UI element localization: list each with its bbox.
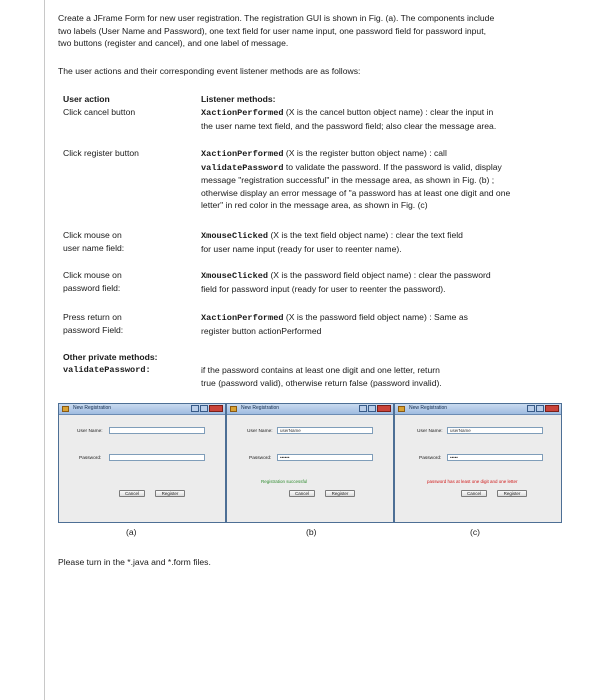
figure-a-window	[58, 403, 226, 523]
window-title: New Registration	[241, 405, 280, 411]
action-mouse-username	[63, 229, 193, 254]
method-name: XmouseClicked	[201, 231, 269, 241]
private-title: Other private methods:	[63, 352, 158, 362]
method-desc: the user name text field, and the password field; also clear the message area.	[201, 120, 497, 131]
action-return-password	[63, 311, 193, 336]
method-desc: field for password input (ready for user to reenter the password).	[201, 283, 446, 294]
action-text: password Field:	[63, 324, 124, 335]
events-intro: The user actions and their corresponding event listener methods are as follows:	[58, 66, 361, 76]
register-button[interactable]: Register	[325, 490, 355, 497]
cancel-button[interactable]: Cancel	[289, 490, 315, 497]
intro-line: two buttons (register and cancel), and one label of message.	[58, 38, 289, 49]
private-methods-desc	[201, 364, 576, 389]
window-title: New Registration	[73, 405, 112, 411]
action-register	[63, 147, 193, 160]
method-desc: otherwise display an error message of "a password has at least one digit and one	[201, 187, 511, 198]
password-label: Password:	[419, 456, 442, 461]
private-desc: true (password valid), otherwise return false (password invalid).	[201, 377, 442, 388]
title-bar	[227, 404, 393, 415]
username-field[interactable]: userName	[447, 427, 543, 434]
java-cup-icon	[62, 406, 69, 412]
action-text: Click mouse on	[63, 270, 122, 280]
method-desc: (X is the password field object name) : clear the password	[270, 270, 491, 280]
method-desc: (X is the cancel button object name) : clear the input in	[285, 107, 494, 117]
action-text: password field:	[63, 282, 121, 293]
password-field[interactable]	[109, 454, 205, 461]
caption-a: (a)	[126, 527, 137, 537]
password-field[interactable]: ••••••	[277, 454, 373, 461]
listener-methods-header: Listener methods:	[201, 94, 276, 104]
close-icon[interactable]	[377, 405, 391, 412]
register-button[interactable]: Register	[155, 490, 185, 497]
figure-c-window	[394, 403, 562, 523]
maximize-icon[interactable]	[368, 405, 376, 412]
figure-b-window	[226, 403, 394, 523]
private-methods-label	[63, 351, 203, 376]
close-icon[interactable]	[209, 405, 223, 412]
action-text: Click register button	[63, 148, 139, 158]
close-icon[interactable]	[545, 405, 559, 412]
method-mouse-password	[201, 269, 576, 295]
java-cup-icon	[230, 406, 237, 412]
method-name: XactionPerformed	[201, 108, 284, 118]
method-desc: message "registration successful" in the message area, as shown in Fig. (b) ;	[201, 175, 495, 186]
message-label: Registration successful	[261, 479, 308, 484]
method-desc: register button actionPerformed	[201, 325, 322, 336]
method-name: XactionPerformed	[201, 149, 284, 159]
method-mouse-username	[201, 229, 576, 255]
register-button[interactable]: Register	[497, 490, 527, 497]
username-label: User Name:	[247, 429, 273, 434]
method-desc: (X is the text field object name) : clear the text field	[270, 230, 463, 240]
cancel-button[interactable]: Cancel	[119, 490, 145, 497]
method-desc: for user name input (ready for user to reenter name).	[201, 243, 402, 254]
caption-c: (c)	[470, 527, 481, 537]
method-desc: (X is the register button object name) : call	[285, 148, 447, 158]
maximize-icon[interactable]	[200, 405, 208, 412]
title-bar	[395, 404, 561, 415]
title-bar	[59, 404, 225, 415]
message-label: password has at least one digit and one letter	[427, 479, 518, 484]
method-name: validatePassword	[201, 162, 284, 173]
username-label: User Name:	[77, 429, 103, 434]
password-field[interactable]: •••••	[447, 454, 543, 461]
window-title: New Registration	[409, 405, 448, 411]
caption-b: (b)	[306, 527, 317, 537]
intro-paragraph	[58, 12, 578, 50]
password-label: Password:	[79, 456, 102, 461]
minimize-icon[interactable]	[527, 405, 535, 412]
footer-note: Please turn in the *.java and *.form files.	[58, 557, 211, 567]
private-method-name: validatePassword:	[63, 364, 151, 375]
username-field[interactable]	[109, 427, 205, 434]
cancel-button[interactable]: Cancel	[461, 490, 487, 497]
maximize-icon[interactable]	[536, 405, 544, 412]
java-cup-icon	[398, 406, 405, 412]
action-text: Press return on	[63, 312, 122, 322]
username-field[interactable]: userName	[277, 427, 373, 434]
method-name: XmouseClicked	[201, 271, 269, 281]
method-return-password	[201, 311, 576, 337]
minimize-icon[interactable]	[191, 405, 199, 412]
action-cancel	[63, 106, 193, 119]
method-desc: letter" in red color in the message area, as shown in Fig. (c)	[201, 200, 428, 211]
method-desc: to validate the password. If the password is valid, display	[285, 161, 502, 172]
intro-line: Create a JFrame Form for new user registration. The registration GUI is shown in Fig. (a). The components include	[58, 13, 495, 23]
user-action-header: User action	[63, 94, 110, 104]
method-cancel	[201, 106, 576, 132]
intro-line: two labels (User Name and Password), one text field for user name input, one password field for password input,	[58, 25, 486, 36]
method-register	[201, 147, 576, 212]
method-desc: (X is the password field object name) : Same as	[285, 312, 468, 322]
private-desc: if the password contains at least one digit and one letter, return	[201, 365, 440, 375]
password-label: Password:	[249, 456, 272, 461]
action-text: user name field:	[63, 242, 125, 253]
action-text: Click mouse on	[63, 230, 122, 240]
username-label: User Name:	[417, 429, 443, 434]
action-text: Click cancel button	[63, 107, 136, 117]
action-mouse-password	[63, 269, 193, 294]
method-name: XactionPerformed	[201, 313, 284, 323]
minimize-icon[interactable]	[359, 405, 367, 412]
